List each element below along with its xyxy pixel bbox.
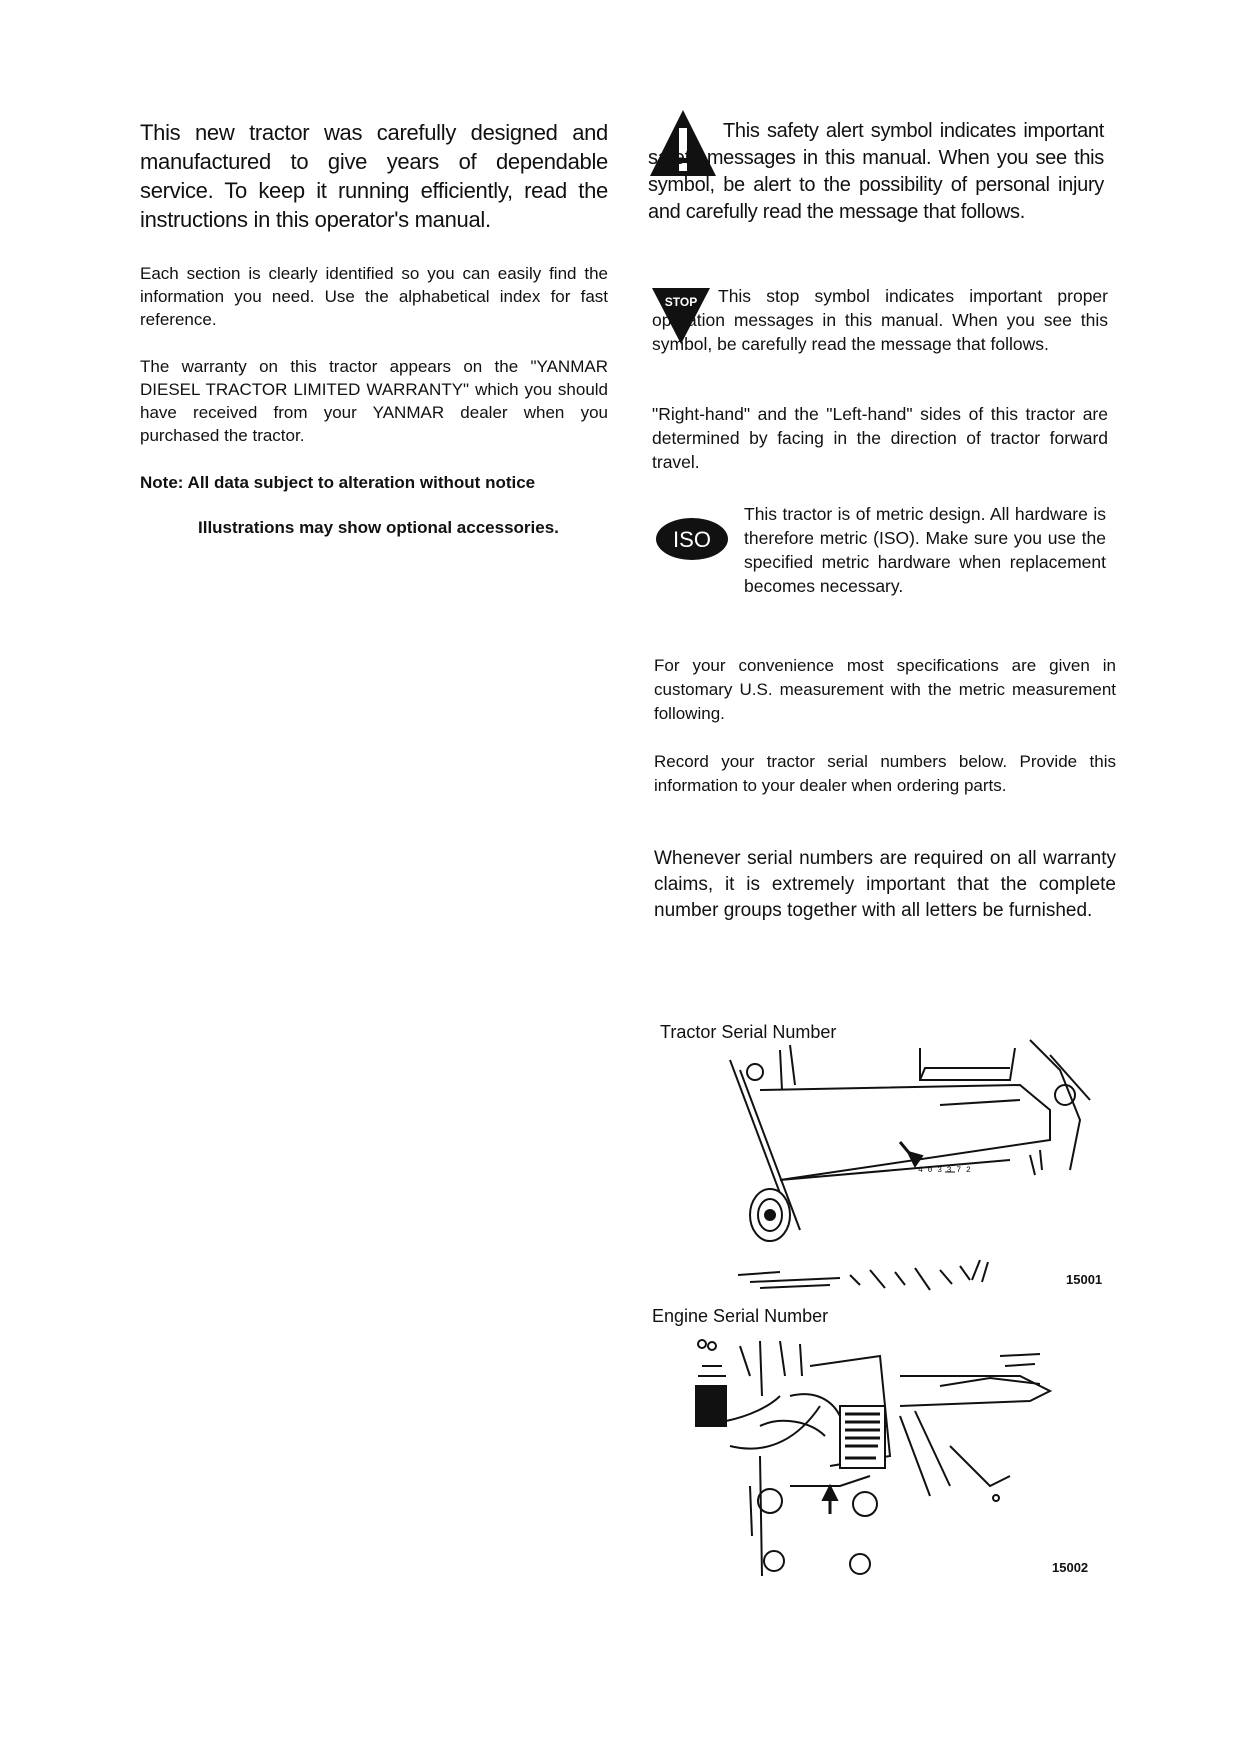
tractor-serial-illustration [720, 1030, 1110, 1300]
iso-text: This tractor is of metric design. All hardware is therefore metric (ISO). Make sure you use the specified metric hardware when replacement becomes necessary. [744, 504, 1106, 596]
stop-text: This stop symbol indicates important proper operation messages in this manual. When you see this symbol, be carefully read the message that follows. [652, 286, 1108, 354]
tractor-fig-number: 15001 [1066, 1272, 1103, 1287]
intro-paragraph: This new tractor was carefully designed and manufactured to give years of dependable service. To keep it running efficiently, read the instructions in this operator's manual. [140, 120, 608, 232]
note-text: All data subject to alteration without notice [187, 473, 536, 492]
engine-serial-label: Engine Serial Number [652, 1306, 829, 1326]
safety-alert-block [648, 118, 1104, 226]
convenience-paragraph: For your convenience most specifications are given in customary U.S. measurement with the metric measurement following. [654, 656, 1116, 723]
hands-paragraph: "Right-hand" and the "Left-hand" sides of this tractor are determined by facing in the direction of tractor forward travel. [652, 404, 1108, 472]
safety-alert-text: This safety alert symbol indicates important safety messages in this manual. When you see this symbol, be alert to the possibility of personal injury and carefully read the message that follows. [648, 120, 1104, 223]
stop-block [652, 284, 1108, 356]
iso-icon [654, 516, 730, 562]
note-label: Note: [140, 473, 184, 492]
engine-serial-illustration [690, 1336, 1090, 1586]
warranty-claims-paragraph: Whenever serial numbers are required on all warranty claims, it is extremely important that the complete number groups together with all letters be furnished. [654, 848, 1116, 921]
note-illustrations: Illustrations may show optional accessories. [198, 518, 559, 537]
iso-label: ISO [673, 527, 711, 552]
note-line [140, 471, 608, 494]
stop-label: STOP [664, 295, 698, 309]
tractor-serial-label: Tractor Serial Number [660, 1022, 837, 1042]
left-column [140, 118, 608, 539]
svg-text:4 0 3 3 7 2: 4 0 3 3 7 2 [918, 1166, 971, 1175]
warranty-paragraph: The warranty on this tractor appears on the "YANMAR DIESEL TRACTOR LIMITED WARRANTY" which you should have received from your YANMAR dealer when you purchased the tractor. [140, 357, 608, 445]
engine-fig-number: 15002 [1052, 1560, 1089, 1575]
record-paragraph: Record your tractor serial numbers below. Provide this information to your dealer when ordering parts. [654, 752, 1116, 795]
sections-paragraph: Each section is clearly identified so you can easily find the information you need. Use the alphabetical index for fast reference. [140, 264, 608, 329]
